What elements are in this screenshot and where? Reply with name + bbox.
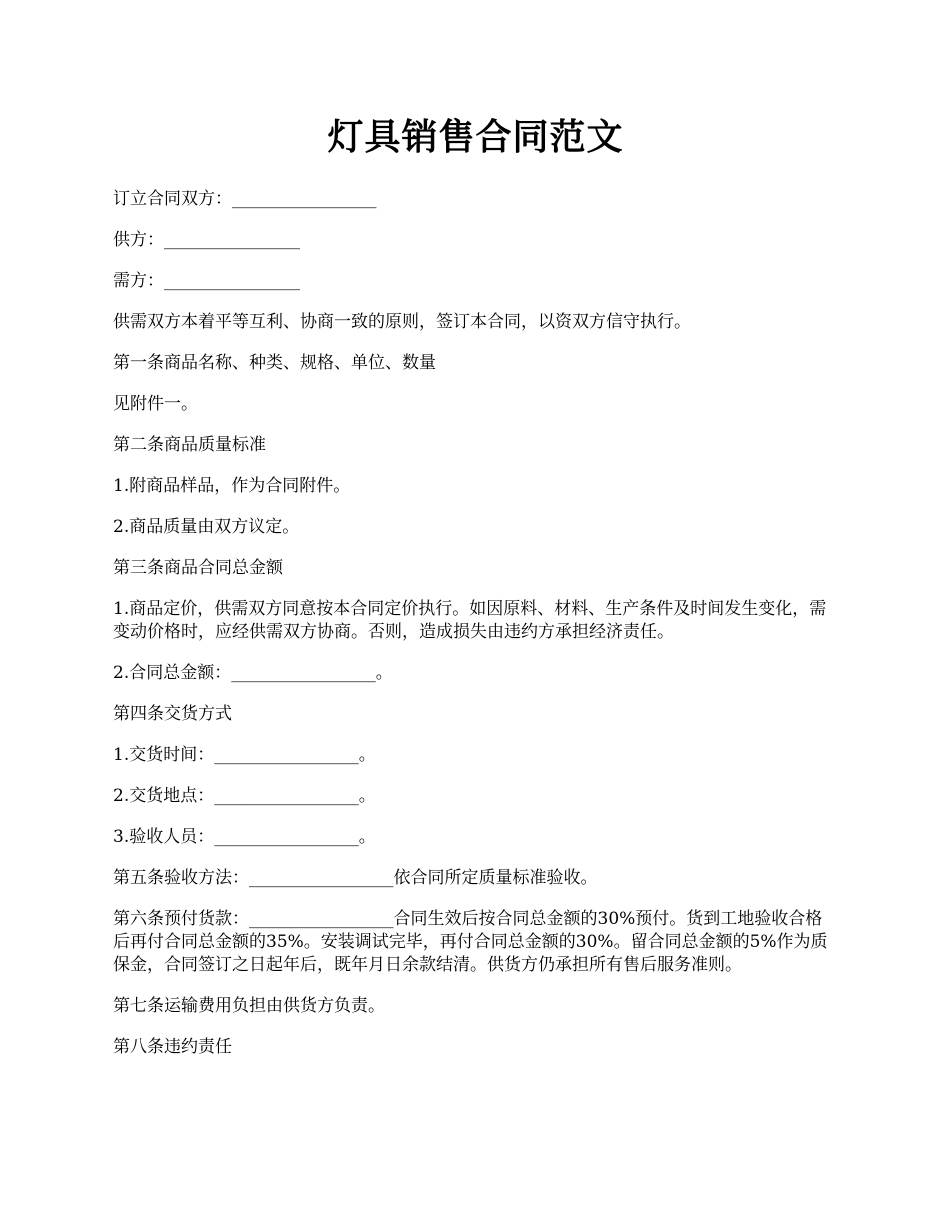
clause-7: 第七条运输费用负担由供货方负责。	[113, 996, 385, 1016]
clause-6: 第六条预付货款：_________________合同生效后按合同总金额的30%预付。货到工地验收合格后再付合同总金额的35%。安装调试完毕，再付合同总金额的30%。留合同总金额的5%作为质保金，合同签订之日起年后，既年月日余款结清。供货方仍承担所有售后服务准则。	[113, 909, 828, 975]
clause-4-item-3: 3.验收人员：_________________。	[113, 827, 376, 847]
clause-1-heading: 第一条商品名称、种类、规格、单位、数量	[113, 353, 436, 373]
clause-4-item-1: 1.交货时间：_________________。	[113, 745, 376, 765]
clause-3-item-2: 2.合同总金额：_________________。	[113, 663, 393, 683]
document-page	[113, 108, 838, 1077]
paragraph-principle: 供需双方本着平等互利、协商一致的原则，签订本合同，以资双方信守执行。	[113, 312, 691, 332]
clause-3-heading: 第三条商品合同总金额	[113, 558, 283, 578]
clause-4-heading: 第四条交货方式	[113, 704, 232, 724]
clause-2-item-2: 2.商品质量由双方议定。	[113, 517, 300, 537]
clause-3-item-1: 1.商品定价，供需双方同意按本合同定价执行。如因原料、材料、生产条件及时间发生变化，需变动价格时，应经供需双方协商。否则，造成损失由违约方承担经济责任。	[113, 599, 827, 642]
paragraph-supplier: 供方：________________	[113, 230, 300, 250]
clause-2-heading: 第二条商品质量标准	[113, 435, 266, 455]
paragraph-buyer: 需方：________________	[113, 271, 300, 291]
clause-1-body: 见附件一。	[113, 394, 198, 414]
document-title: 灯具销售合同范文	[327, 116, 624, 158]
clause-5: 第五条验收方法：_________________依合同所定质量标准验收。	[113, 868, 598, 888]
clause-2-item-1: 1.附商品样品，作为合同附件。	[113, 476, 351, 496]
paragraph-parties: 订立合同双方：_________________	[113, 189, 377, 209]
clause-4-item-2: 2.交货地点：_________________。	[113, 786, 376, 806]
clause-8-heading: 第八条违约责任	[113, 1037, 232, 1057]
